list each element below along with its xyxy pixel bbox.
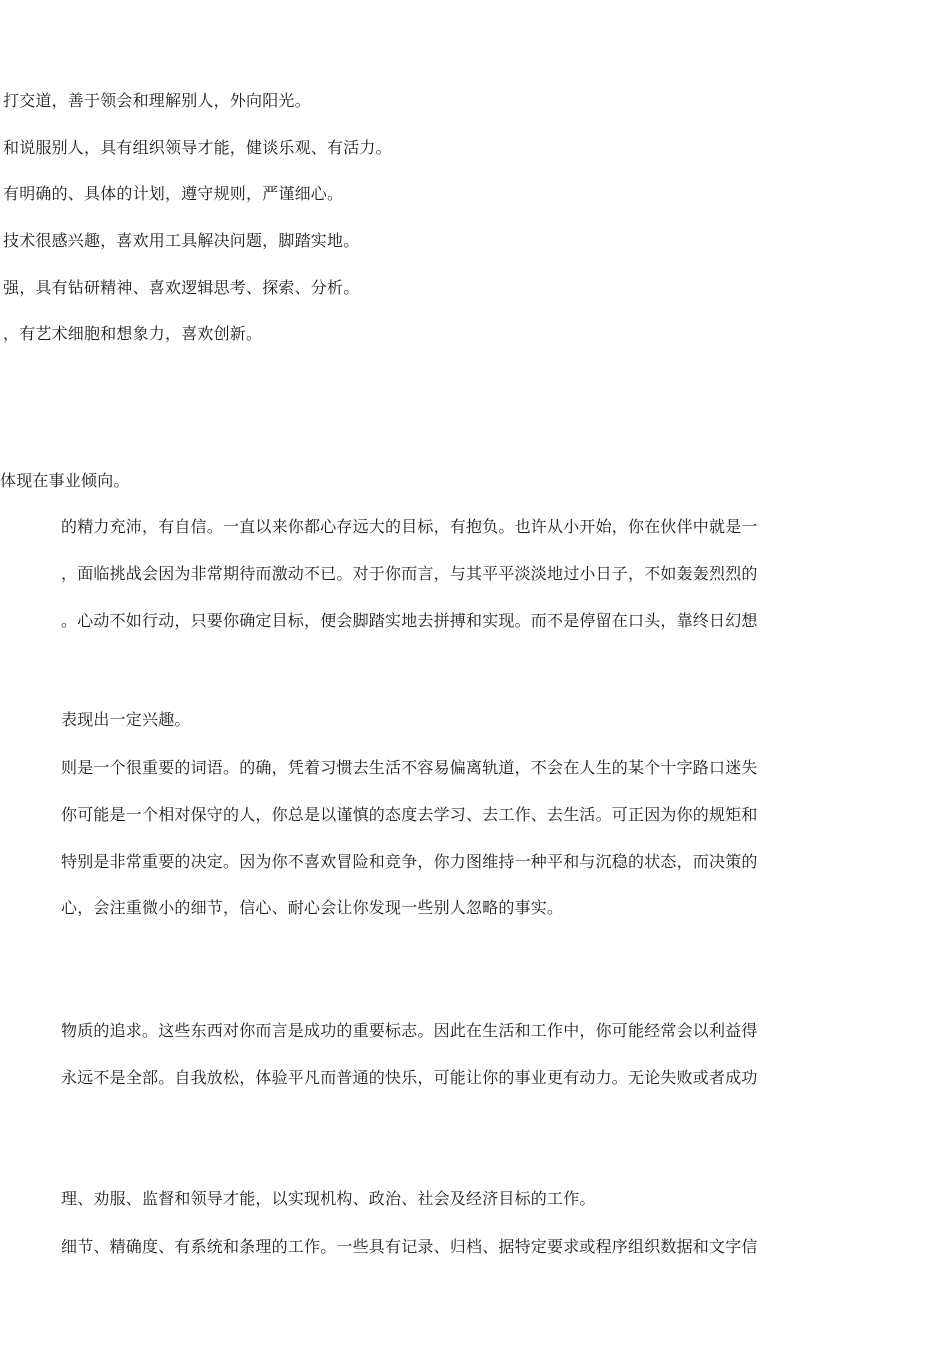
- paragraph-line: ，面临挑战会因为非常期待而激动不已。对于你而言，与其平平淡淡地过小日子，不如轰轰烈烈的: [61, 564, 758, 583]
- trait-line-artistic: ，有艺术细胞和想象力，喜欢创新。: [3, 324, 263, 343]
- paragraph-line: 表现出一定兴趣。: [61, 710, 191, 729]
- paragraph-line: 则是一个很重要的词语。的确，凭着习惯去生活不容易偏离轨道，不会在人生的某个十字路口迷失: [61, 758, 758, 777]
- trait-line-social: 打交道，善于领会和理解别人，外向阳光。: [3, 91, 311, 110]
- paragraph-line: 永远不是全部。自我放松，体验平凡而普通的快乐，可能让你的事业更有动力。无论失败或者成功: [61, 1068, 758, 1087]
- trait-line-enterprising: 和说服别人，具有组织领导才能，健谈乐观、有活力。: [3, 138, 392, 157]
- paragraph-line: 的精力充沛，有自信。一直以来你都心存远大的目标，有抱负。也许从小开始，你在伙伴中就是一: [61, 517, 758, 536]
- paragraph-line: 特别是非常重要的决定。因为你不喜欢冒险和竞争，你力图维持一种平和与沉稳的状态，而决策的: [61, 852, 758, 871]
- trait-line-investigative: 强，具有钻研精神、喜欢逻辑思考、探索、分析。: [3, 278, 360, 297]
- paragraph-line: 心，会注重微小的细节，信心、耐心会让你发现一些别人忽略的事实。: [61, 898, 564, 917]
- paragraph-line: 细节、精确度、有系统和条理的工作。一些具有记录、归档、据特定要求或程序组织数据和文字信: [61, 1237, 758, 1256]
- paragraph-line: 理、劝服、监督和领导才能，以实现机构、政治、社会及经济目标的工作。: [61, 1189, 596, 1208]
- paragraph-line: 你可能是一个相对保守的人，你总是以谨慎的态度去学习、去工作、去生活。可正因为你的规矩和: [61, 805, 758, 824]
- trait-line-realistic: 技术很感兴趣，喜欢用工具解决问题，脚踏实地。: [3, 231, 360, 250]
- section-intro-line: 体现在事业倾向。: [0, 471, 130, 490]
- paragraph-line: 物质的追求。这些东西对你而言是成功的重要标志。因此在生活和工作中，你可能经常会以利益得: [61, 1021, 758, 1040]
- trait-line-conventional: 有明确的、具体的计划，遵守规则，严谨细心。: [3, 184, 344, 203]
- paragraph-line: 。心动不如行动，只要你确定目标，便会脚踏实地去拼搏和实现。而不是停留在口头，靠终日幻想: [61, 611, 758, 630]
